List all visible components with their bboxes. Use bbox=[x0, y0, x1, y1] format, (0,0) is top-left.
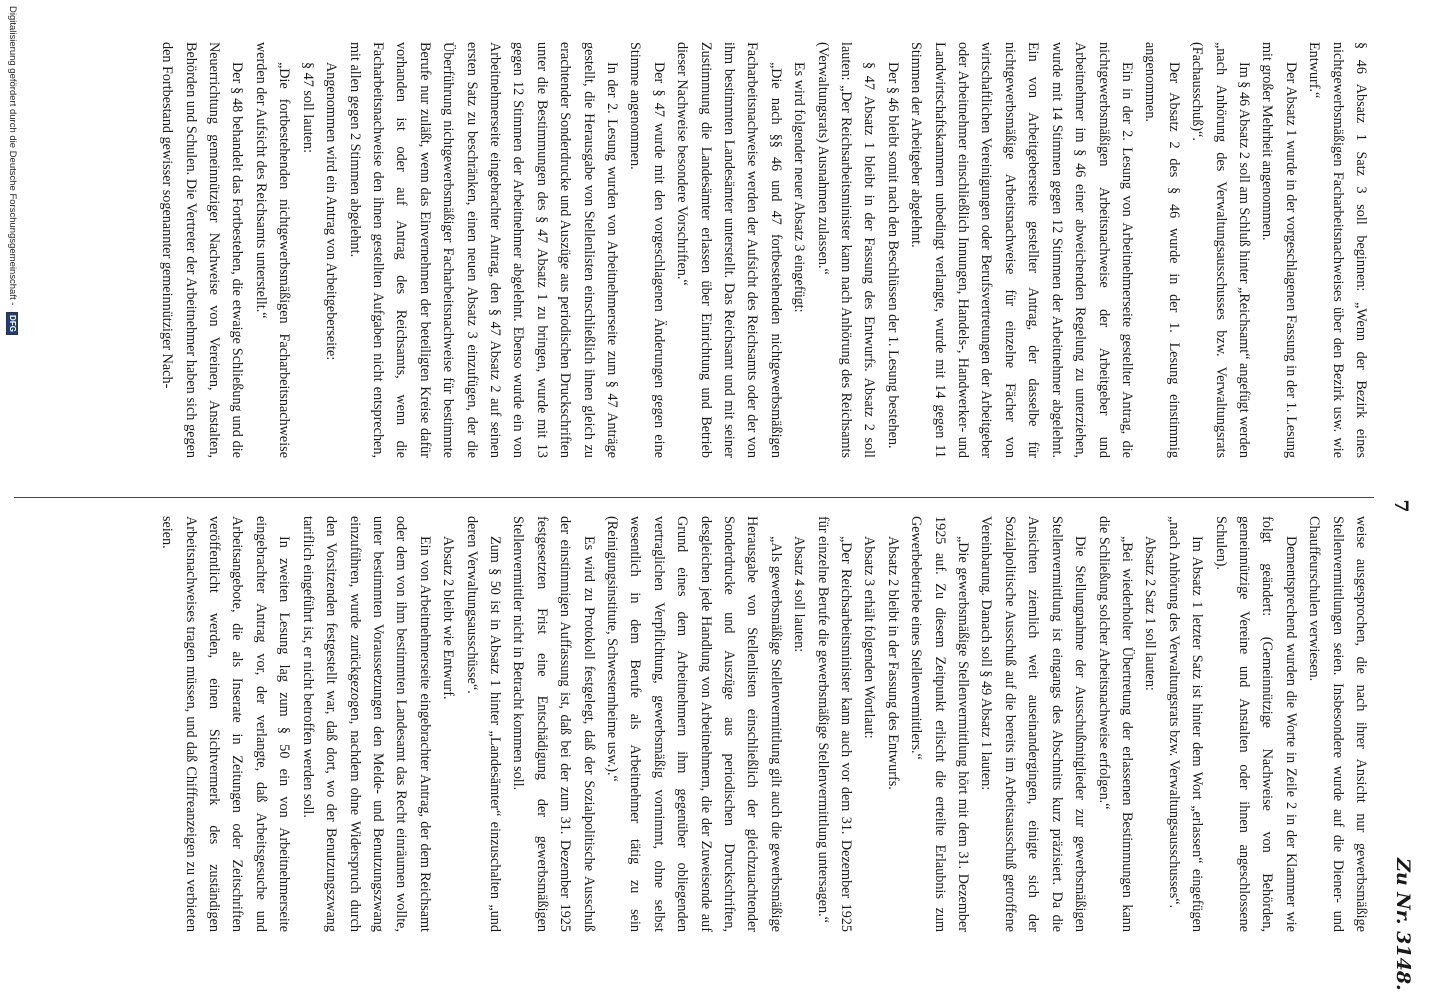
paragraph: Der Absatz 2 des § 46 wurde in der 1. Lesung einstimmig angenommen. bbox=[1142, 42, 1182, 458]
paragraph: „Bei wiederholter Übertretung der erlassenen Bestimmungen kann die Schließung solcher Arbeitsnachweise erfolgen.“ bbox=[1095, 516, 1135, 932]
paragraph: Es wird zu Protokoll festgelegt, daß der Sozialpolitische Ausschuß der einstimmigen Auffassung ist, daß bei der zum 31. Dezember 1925 festgesetzten Frist eine Entschädigung der gewerbsmäßigen Stellenvermittler nicht in Betracht kommen soll. bbox=[510, 516, 597, 932]
credit-text: Digitalisierung gefördert durch die Deutsche Forschungsgemeinschaft - bbox=[7, 6, 18, 306]
paragraph: Im Absatz 1 letzter Satz ist hinter dem Wort „erlassen“ eingefügen „nach Anhörung des Verwaltungsrats bzw. Verwaltungsausschusses“. bbox=[1165, 516, 1206, 932]
paragraph: „Die gewerbsmäßige Stellenvermittlung hört mit dem 31. Dezember 1925 auf. Zu diesem Zeitpunkt erlischt die erteilte Erlaubnis zum Gewerbebetriebe eines Stellenvermittlers.“ bbox=[908, 516, 972, 932]
paragraph: Es wird folgender neuer Absatz 3 eingefügt: bbox=[791, 62, 808, 313]
paragraph: „Als gewerbsmäßige Stellenvermittlung gilt auch die gewerbsmäßige Herausgabe von Stellenlisten einschließlich der gleichzuachtender Sonderdrucke und Auszüge aus periodischen Druckschriften, desgleichen jede Handlung von Arbeitnehmern, die der Zuweisende auf Grund eines dem Arbeitnehmern ihm gegenüber obliegenden vertraglichen Verpflichtung, gewerbsmäßig vornimmt, ohne selbst wesentlich in dem Berufe als Arbeitnehmer tätig zu sein (Reinigungsinstitute, Schwesternheime usw.).“ bbox=[604, 516, 784, 932]
paragraph: Absatz 2 bleibt wie Entwurf. bbox=[440, 536, 457, 700]
left-text-column bbox=[22, 42, 1372, 458]
paragraph: In zweiten Lesung lag zum § 50 ein von Arbeitnehmerseite eingebrachter Antrag vor, der verlangte, daß Arbeitsgesuche und Arbeitsangebote, die als Inserate in Zeitungen oder Zeitschriften veröffentlicht werden, einen Sichtvermerk des zuständigen Arbeitsnachweises tragen müssen, und daß Chiffreanzeigen zu verbieten seien. bbox=[159, 516, 293, 932]
paragraph: Im § 46 Absatz 2 soll am Schluß hinter „Reichsamt“ angefügt werden „nach Anhörung des Verwaltungsausschusses bzw. Verwaltungsrats (Fachausschuß)“. bbox=[1189, 42, 1252, 458]
paragraph: weise ausgesprochen, die nach ihrer Ansicht nur gewerbsmäßige Stellenvermittlungen seien. Insbesondere wurde auf die Diener- und Chauffeurschulen verwiesen. bbox=[1306, 516, 1369, 932]
paragraph: Der § 46 bleibt somit nach den Beschlüssen der 1. Lesung bestehen. bbox=[884, 62, 901, 449]
paragraph: Absatz 2 bleibt in der Fassung des Entwurfs. bbox=[884, 536, 901, 790]
paragraph: Absatz 2 Satz 1 soll lauten: bbox=[1142, 536, 1159, 691]
digitization-credit bbox=[2, 0, 18, 1000]
dfg-logo: DFG bbox=[6, 312, 18, 335]
paragraph: Zum § 50 ist in Absatz 1 hinter „Landesämter“ einzuschalten „und deren Verwaltungsausschüsse“. bbox=[463, 516, 503, 932]
paragraph: Die Stellungnahme der Ausschußmitglieder zur gewerbsmäßigen Stellenvermittlung ist eingangs des Abschnitts kurz präzisiert. Da die Ansichten ziemlich weit auseinandergingen, einigte sich der Sozialpolitische Ausschuß auf die bereits im Arbeitsausschuß getroffene Vereinbarung. Danach soll § 49 Absatz 1 lauten: bbox=[978, 516, 1089, 932]
paragraph: In der 2. Lesung wurden von Arbeitnehmerseite zum § 47 Anträge gestellt, die Herausgabe von Stellenlisten einschließlich ihnen gleich zu erachtender Sonderdrucke und Auszüge aus periodischen Druckschriften unter die Bestimmungen des § 47 Absatz 1 zu bringen, wurde mit 13 gegen 12 Stimmen der Arbeitnehmer abgelehnt. Ebenso wurde ein von Arbeitnehmerseite eingebrachter Antrag, den § 47 Absatz 2 auf seinen ersten Satz zu beschränken, einen neuen Absatz 3 einzufügen, der die Überführung nichtgewerbsmäßiger Facharbeitsnachweise für bestimmte Berufe nur zuläßt, wenn das Einvernehmen der beteiligten Kreise dafür vorhanden ist oder auf Antrag des Reichsamts, wenn die Facharbeitsnachweise den ihnen gestellten Aufgaben nicht entsprechen, mit allen gegen 2 Stimmen abgelehnt. bbox=[346, 42, 620, 458]
paragraph: § 47 soll lauten: bbox=[299, 62, 316, 154]
paragraph: Angenommen wird ein Antrag von Arbeitgeberseite: bbox=[323, 62, 340, 361]
document-reference: Zu Nr. 3148. bbox=[1392, 858, 1414, 991]
credit-line bbox=[6, 6, 18, 996]
page-number: 7 bbox=[1390, 499, 1412, 513]
paragraph: Ein von Arbeitnehmerseite eingebrachter Antrag, der dem Reichsamt oder dem von ihm bestimmten Landesamt das Recht einräumen wollte, unter bestimmten Voraussetzungen den Melde- und Benutzungszwang einzuführen, wurde zurückgezogen, nachdem ohne Widerspruch durch den Vorsitzenden festgestellt war, daß dort, wo der Benutzungszwang tariflich eingeführt ist, er nicht betroffen werden soll. bbox=[299, 516, 433, 932]
paragraph: Der § 48 behandelt das Fortbestehen, die etwaige Schließung und die Neuerrichtung gemeinnütziger Nachweise von Vereinen, Anstalten, Behörden und Schulen. Die Vertreter der Arbeitnehmer haben sich gegen den Fortbestand gewisser sogenannter gemeinnütziger Nach- bbox=[159, 42, 246, 458]
column-divider bbox=[14, 497, 1374, 498]
paragraph: Absatz 3 erhält folgenden Wortlaut: bbox=[861, 536, 878, 739]
paragraph: „Der Reichsarbeitsminister kann auch vor dem 31. Dezember 1925 für einzelne Berufe die gewerbsmäßige Stellenvermittlung untersagen.“ bbox=[814, 516, 855, 932]
paragraph: Der Absatz 1 wurde in der vorgeschlagenen Fassung in der 1. Lesung mit großer Mehrheit angenommen. bbox=[1259, 42, 1299, 458]
right-text-column bbox=[22, 516, 1372, 932]
paragraph: „Die fortbestehenden nichtgewerbsmäßigen Facharbeitsnachweise werden der Aufsicht des Reichsamts unterstellt.“ bbox=[252, 42, 293, 458]
paragraph: Absatz 4 soll lauten: bbox=[791, 536, 808, 653]
paragraph: Dementsprechend wurden die Worte in Zeile 2 in der Klammer wie folgt geändert: (Gemeinnützige Nachweise von Behörden, gemeinnützige Vereine und Anstalten oder ihnen angeschlossene Schulen). bbox=[1212, 516, 1299, 932]
paragraph: Der § 47 wurde mit den vorgeschlagenen Änderungen gegen eine Stimme angenommen. bbox=[627, 42, 667, 458]
paragraph: „Die nach §§ 46 und 47 fortbestehenden nichtgewerbsmäßigen Facharbeitsnachweise werden der Aufsicht des Reichsamts oder der von ihm bestimmten Landesämter unterstellt. Das Reichsamt und mit seiner Zustimmung die Landesämter erlassen über Einrichtung und Betrieb dieser Nachweise besondere Vorschriften.“ bbox=[674, 42, 784, 458]
paragraph: § 47 Absatz 1 bleibt in der Fassung des Entwurfs. Absatz 2 soll lauten: „Der Reichsarbeitsminister kann nach Anhörung des Reichsamts (Verwaltungsrats) Ausnahmen zulassen.“ bbox=[814, 42, 878, 458]
paragraph: Ein in der 2. Lesung von Arbeitnehmerseite gestellter Antrag, die nichtgewerbsmäßigen Arbeitsnachweise der Arbeitgeber und Arbeitnehmer im § 46 einer abweichenden Regelung zu unterziehen, wurde mit 14 Stimmen gegen 12 Stimmen der Arbeitnehmer abgelehnt. Ein von Arbeitgeberseite gestellter Antrag, der dasselbe für nichtgewerbsmäßige Arbeitsnachweise für einzelne Fächer von wirtschaftlichen Vereinigungen oder Berufsvertretungen der Arbeitgeber oder Arbeitnehmer einschließlich Innungen, Handels-, Handwerker- und Landwirtschaftskammern unbedingt verlangte, wurde mit 14 gegen 11 Stimmen der Arbeitgeber abgelehnt. bbox=[908, 42, 1135, 458]
paragraph: § 46 Absatz 1 Satz 3 soll beginnen: „Wenn der Bezirk eines nichtgewerbsmäßigen Facharbeitsnachweises über den Bezirk usw. wie Entwurf.“ bbox=[1306, 42, 1369, 458]
